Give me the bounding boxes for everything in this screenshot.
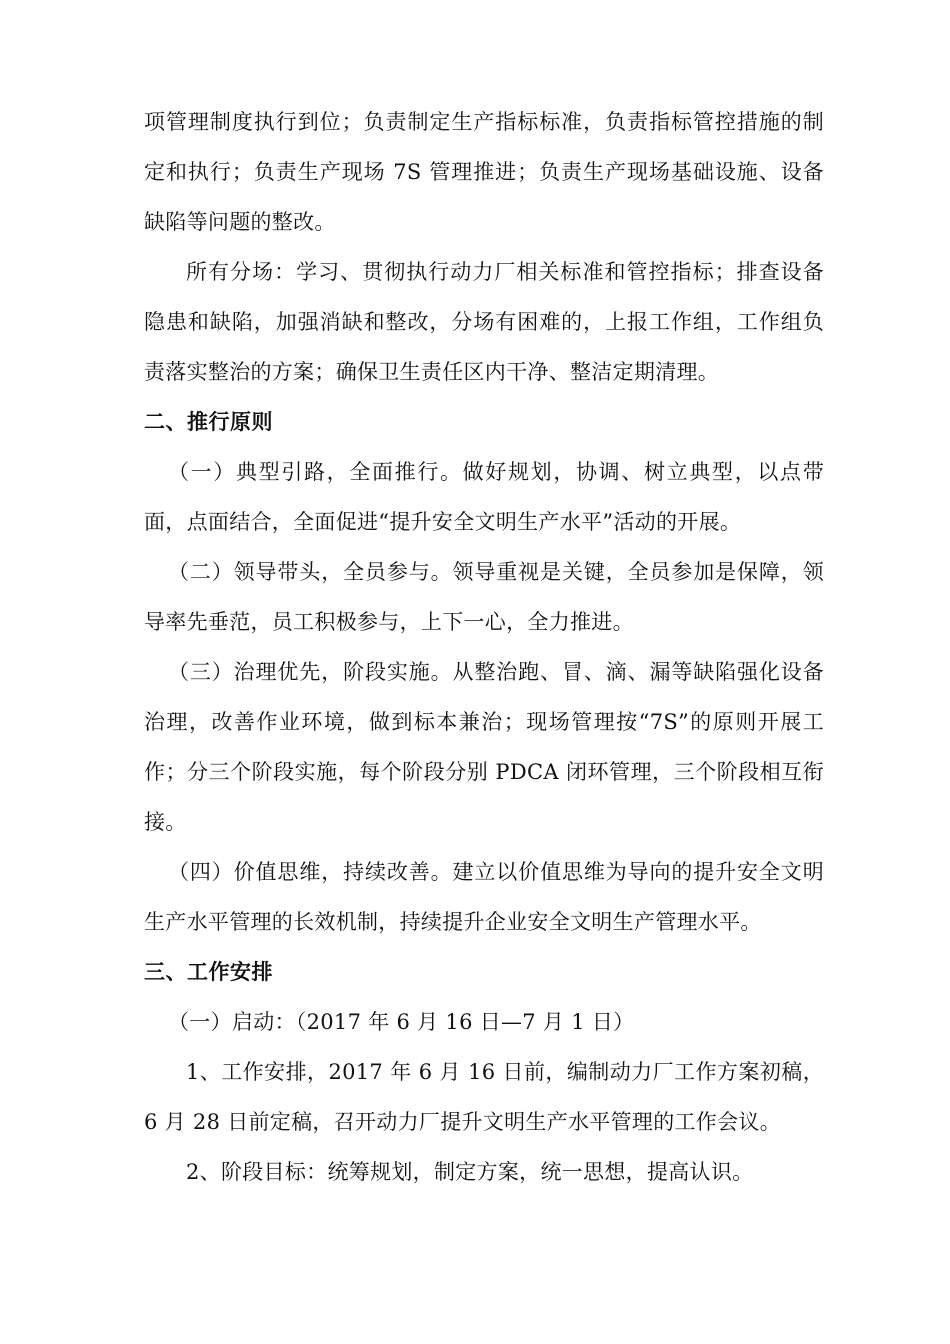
paragraph-principle-1: （一）典型引路，全面推行。做好规划，协调、树立典型，以点带面，点面结合，全面促进“提升安全文明生产水平”活动的开展。: [144, 460, 824, 534]
section-heading-work-arrangement: 三、工作安排: [144, 960, 273, 984]
paragraph-launch-phase: （一）启动：（2017 年 6 月 16 日—7 月 1 日）: [168, 1010, 635, 1034]
paragraph-work-schedule: 1、工作安排，2017 年 6 月 16 日前，编制动力厂工作方案初稿，6 月 28 日前定稿，召开动力厂提升文明生产水平管理的工作会议。: [144, 1060, 824, 1134]
section-heading-principles: 二、推行原则: [144, 410, 273, 434]
paragraph-principle-3: （三）治理优先，阶段实施。从整治跑、冒、滴、漏等缺陷强化设备治理，改善作业环境，做到标本兼治；现场管理按“7S”的原则开展工作；分三个阶段实施，每个阶段分别 PDCA 闭环管理，三个阶段相互衔接。: [144, 660, 824, 834]
paragraph-phase-goal: 2、阶段目标：统筹规划，制定方案，统一思想，提高认识。: [186, 1160, 754, 1184]
document-body: [144, 97, 824, 1197]
paragraph-responsibilities-continued: 项管理制度执行到位；负责制定生产指标标准，负责指标管控措施的制定和执行；负责生产现场 7S 管理推进；负责生产现场基础设施、设备缺陷等问题的整改。: [144, 110, 824, 234]
paragraph-all-branches: 所有分场：学习、贯彻执行动力厂相关标准和管控指标；排查设备隐患和缺陷，加强消缺和整改，分场有困难的，上报工作组，工作组负责落实整治的方案；确保卫生责任区内干净、整洁定期清理。: [144, 260, 824, 384]
paragraph-principle-2: （二）领导带头，全员参与。领导重视是关键，全员参加是保障，领导率先垂范，员工积极参与，上下一心，全力推进。: [144, 560, 824, 634]
paragraph-principle-4: （四）价值思维，持续改善。建立以价值思维为导向的提升安全文明生产水平管理的长效机制，持续提升企业安全文明生产管理水平。: [144, 860, 824, 934]
